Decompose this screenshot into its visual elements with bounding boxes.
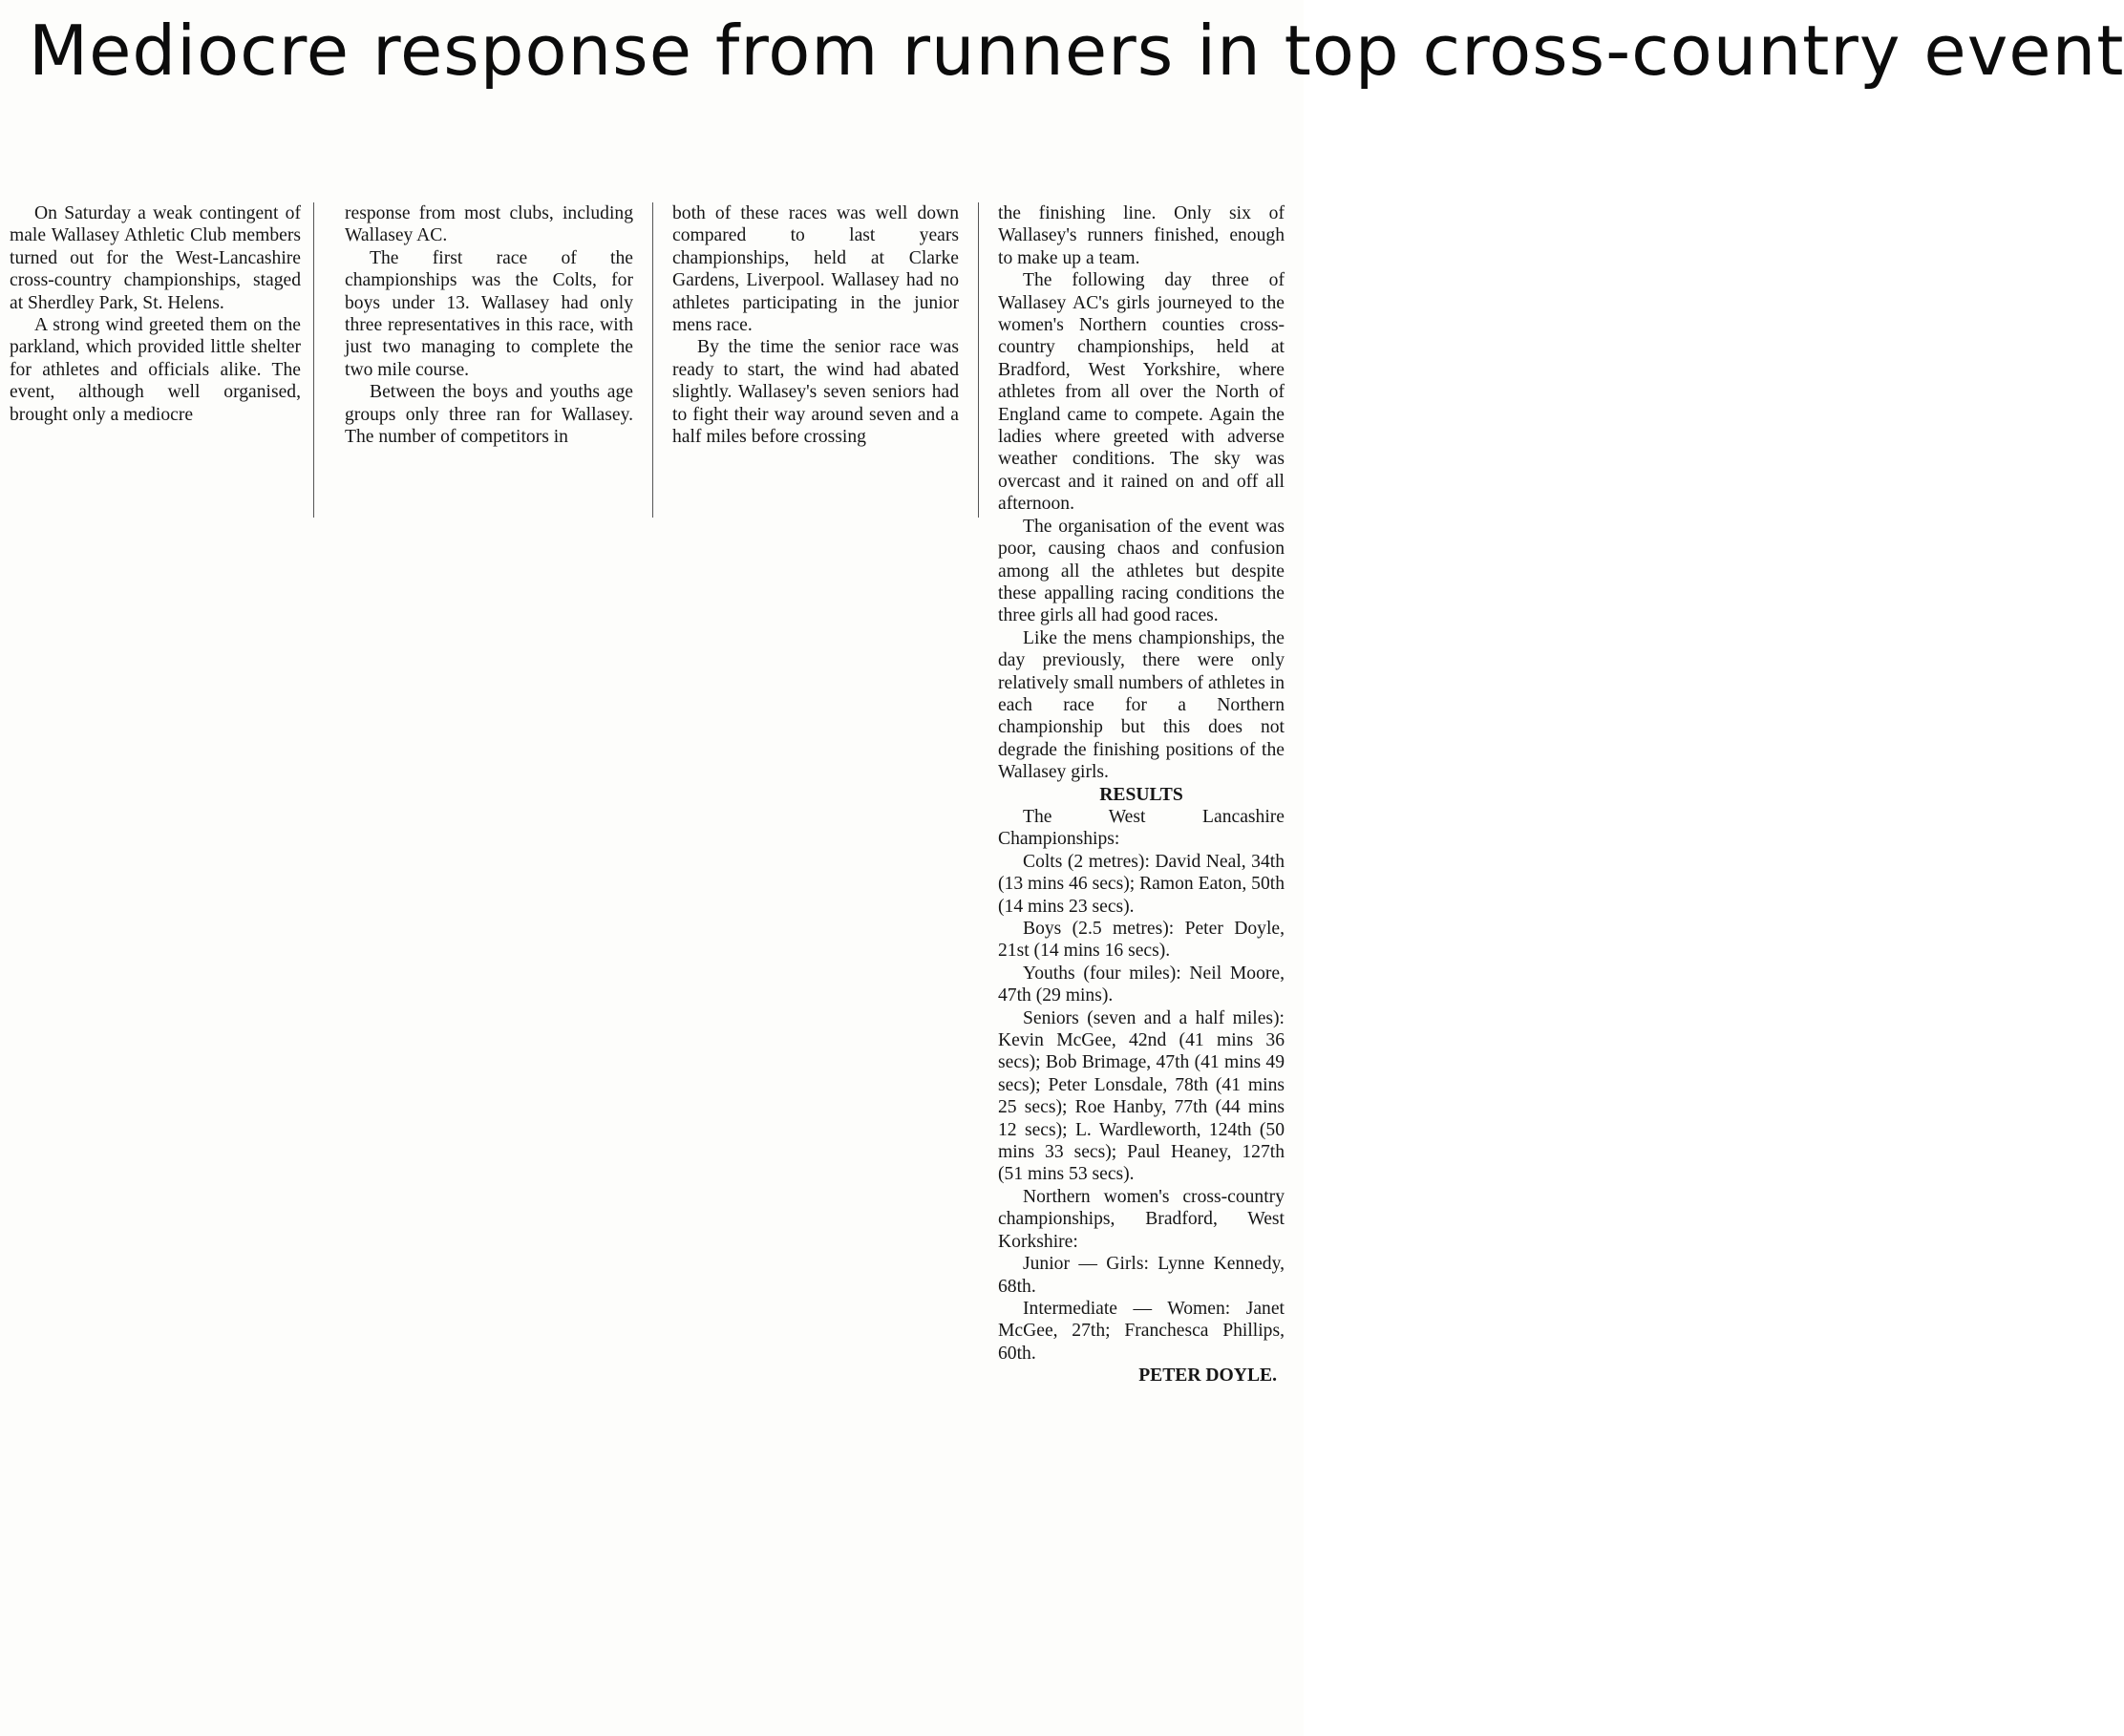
paragraph: A strong wind greeted them on the parkland, which provided little shelter for athletes and officials alike. The event, although well organised, brought only a mediocre bbox=[10, 315, 301, 425]
results-entry: Seniors (seven and a half miles): Kevin McGee, 42nd (41 mins 36 secs); Bob Brimage, 47th (41 mins 49 secs); Peter Lonsdale, 78th (41 mins 25 secs); Roe Hanby, 77th (44 mins 12 secs); L. Wardleworth, 124th (50 mins 33 secs); Paul Heaney, 127th (51 mins 53 secs). bbox=[998, 1007, 1285, 1185]
results-entry: Junior — Girls: Lynne Kennedy, 68th. bbox=[998, 1254, 1285, 1297]
results-entry: Colts (2 metres): David Neal, 34th (13 mins 46 secs); Ramon Eaton, 50th (14 mins 23 secs). bbox=[998, 851, 1285, 917]
results-entry: Intermediate — Women: Janet McGee, 27th; Franchesca Phillips, 60th. bbox=[998, 1298, 1285, 1364]
paragraph: By the time the senior race was ready to start, the wind had abated slightly. Wallasey's seven seniors had to fight their way around seven and a half miles before crossing bbox=[672, 337, 959, 448]
paragraph: Between the boys and youths age groups only three ran for Wallasey. The number of competitors in bbox=[345, 382, 633, 448]
article-column-4 bbox=[998, 202, 1285, 1387]
results-heading: RESULTS bbox=[1099, 784, 1183, 805]
column-rule bbox=[313, 202, 314, 518]
paragraph: response from most clubs, including Wallasey AC. bbox=[345, 203, 633, 246]
column-rule bbox=[652, 202, 653, 518]
paragraph: both of these races was well down compared to last years championships, held at Clarke Gardens, Liverpool. Wallasey had no athletes participating in the junior mens race. bbox=[672, 203, 959, 336]
paragraph: The organisation of the event was poor, causing chaos and confusion among all the athletes but despite these appalling racing conditions the three girls all had good races. bbox=[998, 516, 1285, 626]
results-entry: Youths (four miles): Neil Moore, 47th (29 mins). bbox=[998, 963, 1285, 1006]
paragraph: Like the mens championships, the day previously, there were only relatively small numbers of athletes in each race for a Northern championship but this does not degrade the finishing positions of the Wallasey girls. bbox=[998, 627, 1285, 783]
article-column-3 bbox=[672, 202, 959, 448]
results-entry: Northern women's cross-country championships, Bradford, West Korkshire: bbox=[998, 1186, 1285, 1252]
results-entry: The West Lancashire Championships: bbox=[998, 806, 1285, 850]
paragraph: On Saturday a weak contingent of male Wallasey Athletic Club members turned out for the West-Lancashire cross-country championships, staged at Sherdley Park, St. Helens. bbox=[10, 203, 301, 313]
paragraph: the finishing line. Only six of Wallasey's runners finished, enough to make up a team. bbox=[998, 203, 1285, 268]
article-column-2 bbox=[345, 202, 633, 448]
byline: PETER DOYLE. bbox=[1138, 1366, 1277, 1387]
paragraph: The first race of the championships was the Colts, for boys under 13. Wallasey had only three representatives in this race, with just two managing to complete the two mile course. bbox=[345, 247, 633, 380]
paragraph: The following day three of Wallasey AC's girls journeyed to the women's Northern counties cross-country championships, held at Bradford, West Yorkshire, where athletes from all over the North of England came to compete. Again the ladies where greeted with adverse weather conditions. The sky was overcast and it rained on and off all afternoon. bbox=[998, 270, 1285, 515]
results-entry: Boys (2.5 metres): Peter Doyle, 21st (14 mins 16 secs). bbox=[998, 919, 1285, 962]
headline: Mediocre response from runners in top cross-country event bbox=[29, 11, 2124, 91]
article-column-1 bbox=[10, 202, 301, 426]
column-rule bbox=[978, 202, 979, 518]
